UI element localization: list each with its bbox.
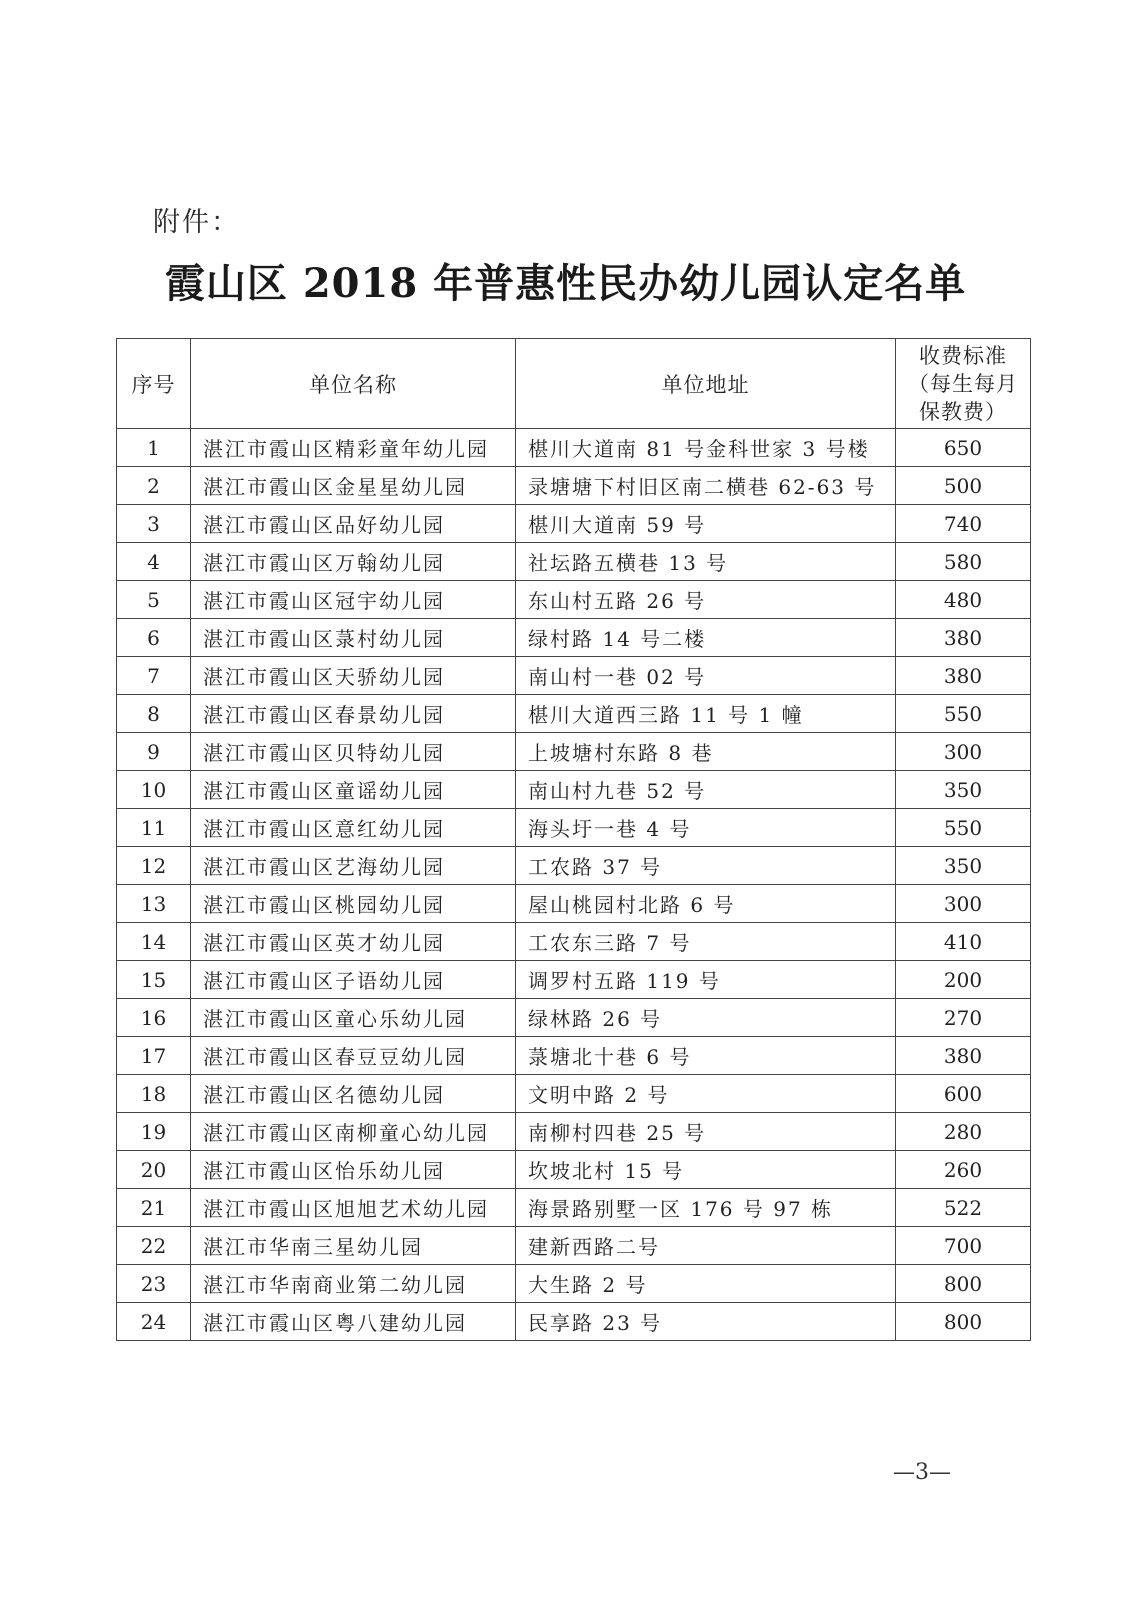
cell-name: 湛江市霞山区春豆豆幼儿园 [191,1037,516,1075]
table-body [117,429,1031,1341]
cell-address: 南山村九巷 52 号 [516,771,896,809]
cell-no: 11 [117,809,191,847]
table-row [117,429,1031,467]
cell-address: 录塘塘下村旧区南二横巷 62-63 号 [516,467,896,505]
cell-no: 22 [117,1227,191,1265]
cell-no: 8 [117,695,191,733]
cell-name: 湛江市霞山区精彩童年幼儿园 [191,429,516,467]
table-row [117,1265,1031,1303]
table-header-row [117,339,1031,429]
table-row [117,543,1031,581]
cell-name: 湛江市霞山区旭旭艺术幼儿园 [191,1189,516,1227]
cell-fee: 700 [896,1227,1031,1265]
table-row [117,467,1031,505]
cell-address: 屋山桃园村北路 6 号 [516,885,896,923]
cell-address: 文明中路 2 号 [516,1075,896,1113]
cell-fee: 550 [896,809,1031,847]
cell-address: 绿林路 26 号 [516,999,896,1037]
cell-address: 南柳村四巷 25 号 [516,1113,896,1151]
cell-address: 椹川大道南 81 号金科世家 3 号楼 [516,429,896,467]
annex-label: 附件： [153,207,240,238]
cell-fee: 200 [896,961,1031,999]
table-row [117,733,1031,771]
cell-address: 椹川大道南 59 号 [516,505,896,543]
table-row [117,1303,1031,1341]
table-row [117,581,1031,619]
table-row [117,771,1031,809]
cell-address: 调罗村五路 119 号 [516,961,896,999]
document-title: 霞山区 2018 年普惠性民办幼儿园认定名单 [164,260,967,307]
cell-no: 3 [117,505,191,543]
cell-no: 10 [117,771,191,809]
cell-no: 21 [117,1189,191,1227]
cell-address: 海头圩一巷 4 号 [516,809,896,847]
cell-name: 湛江市霞山区天骄幼儿园 [191,657,516,695]
cell-fee: 350 [896,771,1031,809]
cell-fee: 300 [896,733,1031,771]
cell-fee: 600 [896,1075,1031,1113]
cell-name: 湛江市霞山区贝特幼儿园 [191,733,516,771]
cell-name: 湛江市霞山区粤八建幼儿园 [191,1303,516,1341]
cell-address: 坎坡北村 15 号 [516,1151,896,1189]
cell-fee: 410 [896,923,1031,961]
cell-no: 14 [117,923,191,961]
cell-address: 大生路 2 号 [516,1265,896,1303]
cell-fee: 260 [896,1151,1031,1189]
cell-fee: 350 [896,847,1031,885]
cell-fee: 500 [896,467,1031,505]
table-row [117,695,1031,733]
cell-no: 4 [117,543,191,581]
table-row [117,1189,1031,1227]
cell-fee: 380 [896,1037,1031,1075]
header-fee: 收费标准（每生每月保教费） [896,339,1031,429]
table-row [117,885,1031,923]
cell-address: 东山村五路 26 号 [516,581,896,619]
cell-name: 湛江市霞山区童谣幼儿园 [191,771,516,809]
table-row [117,847,1031,885]
cell-no: 6 [117,619,191,657]
cell-no: 12 [117,847,191,885]
cell-fee: 740 [896,505,1031,543]
page-number: —3— [893,1460,951,1485]
cell-no: 18 [117,1075,191,1113]
cell-address: 建新西路二号 [516,1227,896,1265]
cell-address: 海景路别墅一区 176 号 97 栋 [516,1189,896,1227]
cell-name: 湛江市霞山区子语幼儿园 [191,961,516,999]
cell-fee: 480 [896,581,1031,619]
cell-no: 19 [117,1113,191,1151]
cell-address: 社坛路五横巷 13 号 [516,543,896,581]
header-address: 单位地址 [516,339,896,429]
table-row [117,505,1031,543]
header-no: 序号 [117,339,191,429]
cell-no: 23 [117,1265,191,1303]
header-name: 单位名称 [191,339,516,429]
cell-name: 湛江市霞山区名德幼儿园 [191,1075,516,1113]
cell-address: 菉塘北十巷 6 号 [516,1037,896,1075]
cell-fee: 280 [896,1113,1031,1151]
cell-fee: 300 [896,885,1031,923]
cell-name: 湛江市霞山区菉村幼儿园 [191,619,516,657]
table-row [117,999,1031,1037]
table-row [117,657,1031,695]
cell-name: 湛江市霞山区怡乐幼儿园 [191,1151,516,1189]
table-row [117,809,1031,847]
cell-name: 湛江市霞山区桃园幼儿园 [191,885,516,923]
cell-no: 2 [117,467,191,505]
cell-fee: 650 [896,429,1031,467]
cell-fee: 580 [896,543,1031,581]
table-row [117,1151,1031,1189]
kindergarten-table [116,338,1031,1341]
cell-name: 湛江市华南三星幼儿园 [191,1227,516,1265]
cell-name: 湛江市霞山区金星星幼儿园 [191,467,516,505]
cell-no: 5 [117,581,191,619]
cell-address: 绿村路 14 号二楼 [516,619,896,657]
cell-fee: 380 [896,619,1031,657]
cell-fee: 550 [896,695,1031,733]
cell-no: 15 [117,961,191,999]
cell-no: 7 [117,657,191,695]
cell-address: 工农路 37 号 [516,847,896,885]
cell-name: 湛江市霞山区春景幼儿园 [191,695,516,733]
cell-fee: 800 [896,1303,1031,1341]
cell-no: 1 [117,429,191,467]
cell-no: 20 [117,1151,191,1189]
table-row [117,619,1031,657]
cell-name: 湛江市霞山区冠宇幼儿园 [191,581,516,619]
cell-address: 上坡塘村东路 8 巷 [516,733,896,771]
cell-name: 湛江市霞山区南柳童心幼儿园 [191,1113,516,1151]
cell-name: 湛江市霞山区万翰幼儿园 [191,543,516,581]
cell-fee: 800 [896,1265,1031,1303]
table-row [117,961,1031,999]
cell-name: 湛江市霞山区意红幼儿园 [191,809,516,847]
cell-no: 24 [117,1303,191,1341]
table-row [117,1113,1031,1151]
cell-name: 湛江市霞山区品好幼儿园 [191,505,516,543]
cell-address: 南山村一巷 02 号 [516,657,896,695]
cell-fee: 270 [896,999,1031,1037]
cell-address: 椹川大道西三路 11 号 1 幢 [516,695,896,733]
table-row [117,1075,1031,1113]
cell-address: 工农东三路 7 号 [516,923,896,961]
cell-fee: 380 [896,657,1031,695]
cell-name: 湛江市霞山区童心乐幼儿园 [191,999,516,1037]
cell-name: 湛江市霞山区英才幼儿园 [191,923,516,961]
cell-no: 16 [117,999,191,1037]
cell-no: 17 [117,1037,191,1075]
table-row [117,1037,1031,1075]
cell-name: 湛江市霞山区艺海幼儿园 [191,847,516,885]
table-row [117,1227,1031,1265]
cell-fee: 522 [896,1189,1031,1227]
cell-no: 13 [117,885,191,923]
cell-no: 9 [117,733,191,771]
cell-address: 民享路 23 号 [516,1303,896,1341]
cell-name: 湛江市华南商业第二幼儿园 [191,1265,516,1303]
table-row [117,923,1031,961]
